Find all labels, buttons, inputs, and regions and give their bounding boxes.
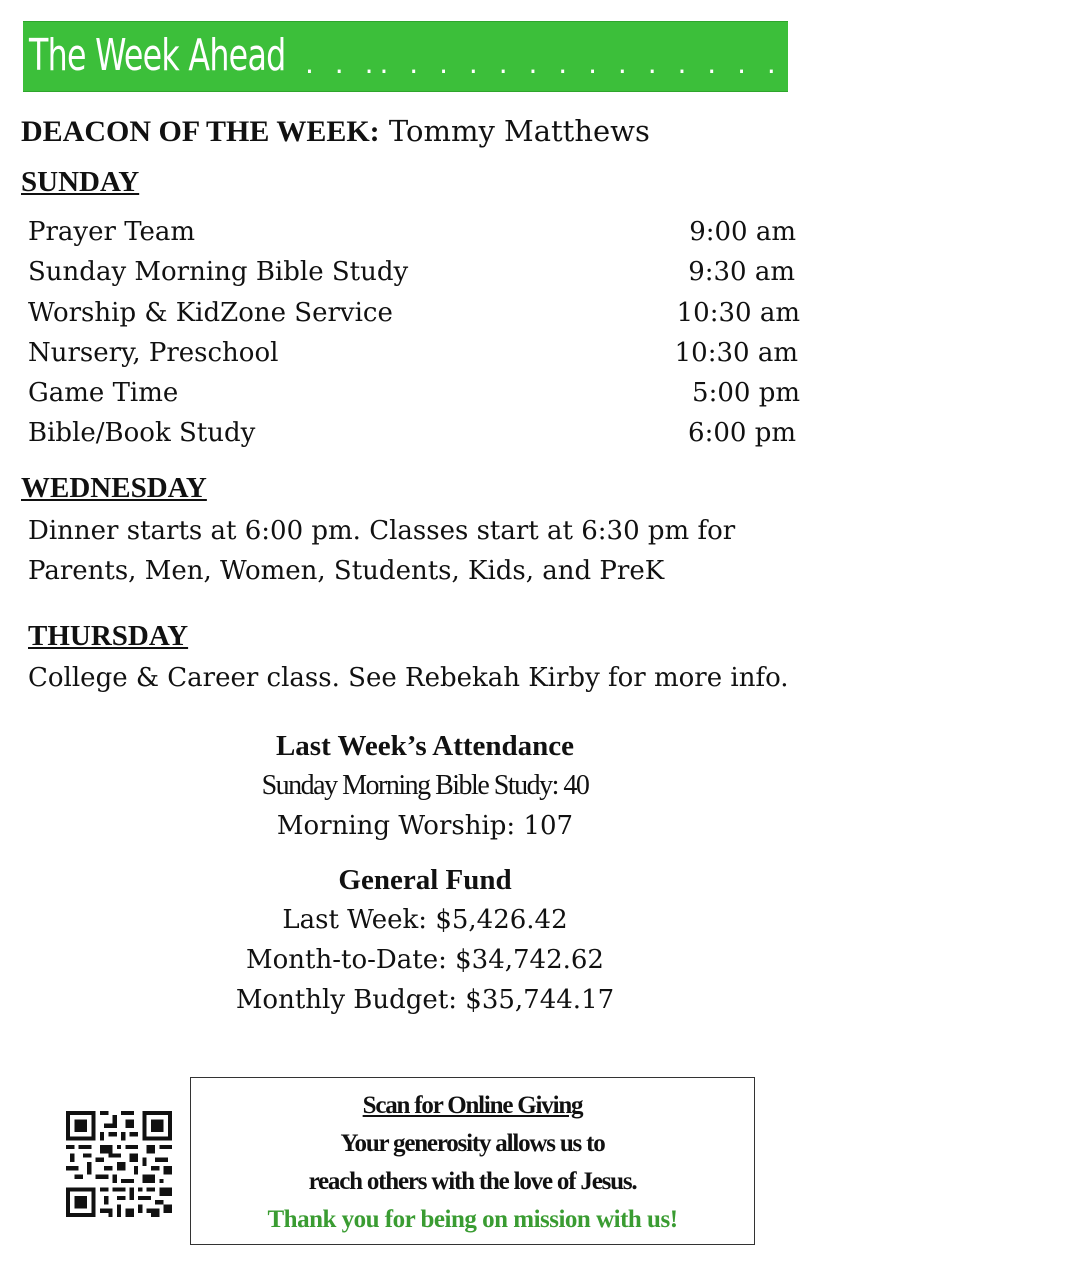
thursday-text: College & Career class. See Rebekah Kirby for more info. <box>28 663 789 693</box>
wednesday-line-1: Dinner starts at 6:00 pm. Classes start at 6:30 pm for <box>28 516 736 546</box>
event-name: Bible/Book Study <box>28 418 256 449</box>
event-time: 10:30 am <box>676 297 800 328</box>
general-fund-block <box>0 860 850 1020</box>
online-giving-box <box>190 1077 755 1245</box>
attendance-worship: Morning Worship: 107 <box>276 811 574 841</box>
event-time: 6:00 pm <box>688 418 796 449</box>
event-name: Worship & KidZone Service <box>28 297 393 328</box>
decorative-dots: . . .. . . . . . . . . . . . . . . . . . . . . . . . <box>305 47 1080 80</box>
event-name: Game Time <box>28 378 179 409</box>
event-time: 5:00 pm <box>692 378 800 409</box>
event-time: 9:30 am <box>688 257 795 288</box>
giving-line-2: reach others with the love of Jesus. <box>308 1168 637 1195</box>
schedule-row <box>28 333 800 373</box>
attendance-title: Last Week’s Attendance <box>275 730 575 762</box>
qr-code-icon[interactable] <box>66 1111 172 1217</box>
attendance-block <box>0 726 850 846</box>
sunday-heading: SUNDAY <box>21 166 140 198</box>
fund-title: General Fund <box>338 864 512 896</box>
attendance-bible-study: Sunday Morning Bible Study: 40 <box>261 770 589 801</box>
sunday-schedule <box>28 212 800 454</box>
giving-line-1: Your generosity allows us to <box>340 1130 605 1157</box>
schedule-row <box>28 293 800 333</box>
deacon-name: Tommy Matthews <box>388 114 650 148</box>
fund-monthly-budget: Monthly Budget: $35,744.17 <box>235 985 615 1015</box>
giving-thanks: Thank you for being on mission with us! <box>267 1206 678 1233</box>
wednesday-line-2: Parents, Men, Women, Students, Kids, and PreK <box>28 556 665 586</box>
event-name: Prayer Team <box>28 217 196 247</box>
schedule-row <box>28 252 800 292</box>
page-title: The Week Ahead <box>29 30 286 81</box>
event-time: 10:30 am <box>674 337 798 368</box>
schedule-row <box>28 413 800 453</box>
wednesday-heading: WEDNESDAY <box>21 472 207 504</box>
deacon-label: DEACON OF THE WEEK: <box>21 115 380 148</box>
deacon-of-week <box>21 114 650 149</box>
event-name: Sunday Morning Bible Study <box>28 257 409 288</box>
event-time: 9:00 am <box>689 217 796 247</box>
schedule-row <box>28 373 800 413</box>
header-banner <box>23 21 1080 92</box>
fund-month-to-date: Month-to-Date: $34,742.62 <box>246 945 604 975</box>
schedule-row <box>28 212 800 252</box>
giving-heading: Scan for Online Giving <box>362 1092 583 1119</box>
event-name: Nursery, Preschool <box>28 337 279 368</box>
thursday-heading: THURSDAY <box>28 620 189 652</box>
fund-last-week: Last Week: $5,426.42 <box>282 905 568 935</box>
